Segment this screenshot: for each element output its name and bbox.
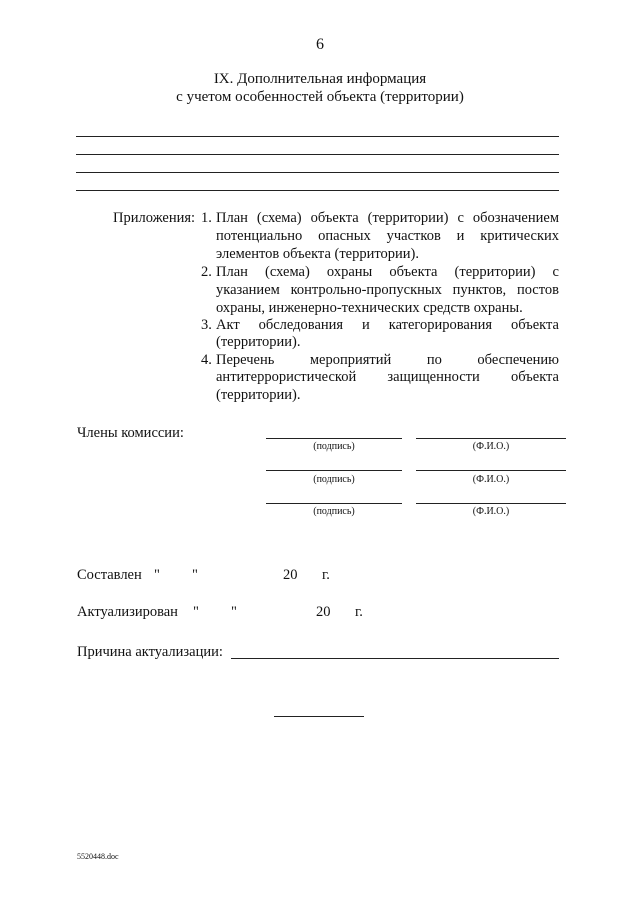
name-caption: (Ф.И.О.): [472, 441, 510, 452]
reason-label: Причина актуализации:: [77, 644, 223, 660]
signature-caption: (подпись): [313, 441, 355, 452]
appendix-line: Акт обследования и категорирования объекта: [216, 317, 559, 333]
compiled-year-prefix: 20: [283, 567, 298, 583]
updated-year-prefix: 20: [316, 604, 331, 620]
section-title-line-1: IX. Дополнительная информация: [213, 71, 427, 87]
blank-line-2: [76, 154, 559, 155]
signature-caption: (подпись): [313, 506, 355, 517]
blank-line-4: [76, 190, 559, 191]
appendix-number: 3.: [201, 317, 212, 333]
doc-code: 5520448.doc: [77, 852, 119, 861]
commission-label: Члены комиссии:: [77, 425, 184, 441]
appendix-number: 1.: [201, 210, 212, 226]
updated-quote-open: ": [193, 604, 199, 620]
appendix-line: (территории).: [216, 334, 301, 350]
compiled-year-suffix: г.: [322, 567, 330, 583]
compiled-label: Составлен: [77, 567, 142, 583]
signature-caption: (подпись): [313, 474, 355, 485]
appendix-line: (территории).: [216, 387, 301, 403]
blank-line-1: [76, 136, 559, 137]
signature-line-3: [266, 503, 402, 504]
updated-quote-close: ": [231, 604, 237, 620]
appendix-line: потенциально опасных участков и критических: [216, 228, 559, 244]
blank-line-3: [76, 172, 559, 173]
name-line-1: [416, 438, 566, 439]
compiled-quote-open: ": [154, 567, 160, 583]
end-separator: [274, 716, 364, 717]
appendix-line: антитеррористической защищенности объекта: [216, 369, 559, 385]
appendix-line: охраны, инженерно-технических средств охраны.: [216, 300, 523, 316]
appendices-label: Приложения:: [113, 210, 196, 226]
name-caption: (Ф.И.О.): [472, 506, 510, 517]
reason-line: [231, 658, 559, 659]
appendix-line: План (схема) охраны объекта (территории) с: [216, 264, 559, 280]
compiled-quote-close: ": [192, 567, 198, 583]
appendix-number: 2.: [201, 264, 212, 280]
appendix-line: Перечень мероприятий по обеспечению: [216, 352, 559, 368]
section-title-line-2: с учетом особенностей объекта (территории): [176, 89, 464, 105]
updated-label: Актуализирован: [77, 604, 178, 620]
signature-line-2: [266, 470, 402, 471]
appendix-line: элементов объекта (территории).: [216, 246, 419, 262]
signature-line-1: [266, 438, 402, 439]
name-caption: (Ф.И.О.): [472, 474, 510, 485]
name-line-2: [416, 470, 566, 471]
appendix-number: 4.: [201, 352, 212, 368]
name-line-3: [416, 503, 566, 504]
page-number: 6: [316, 36, 324, 53]
appendix-line: План (схема) объекта (территории) с обозначением: [216, 210, 559, 226]
updated-year-suffix: г.: [355, 604, 363, 620]
appendix-line: указанием контрольно-пропускных пунктов, постов: [216, 282, 559, 298]
